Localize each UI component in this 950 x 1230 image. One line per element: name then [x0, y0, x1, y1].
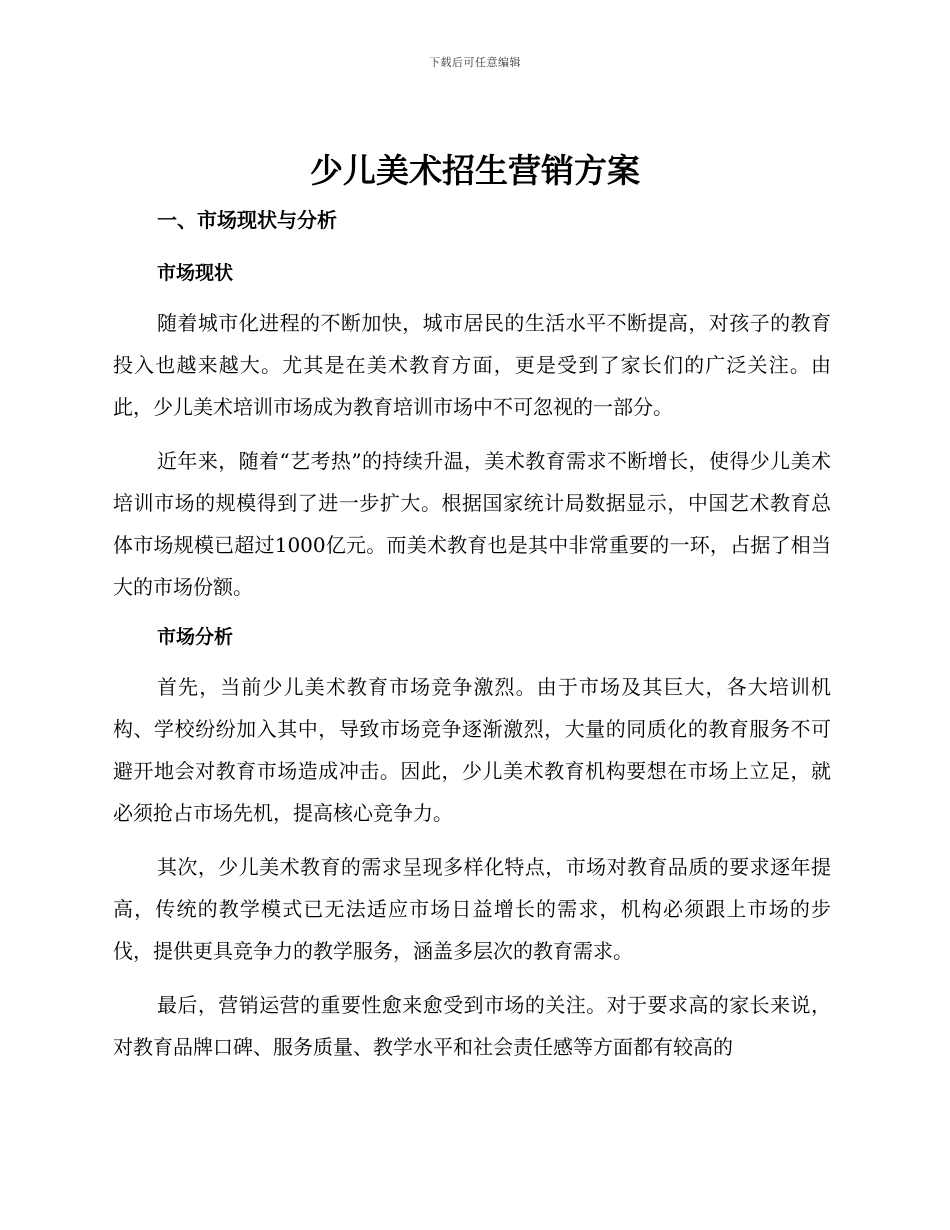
paragraph: 最后，营销运营的重要性愈来愈受到市场的关注。对于要求高的家长来说，对教育品牌口碑、服务质量、教学水平和社会责任感等方面都有较高的	[113, 993, 831, 1059]
paragraph: 近年来，随着“艺考热”的持续升温，美术教育需求不断增长，使得少儿美术培训市场的规模得到了进一步扩大。根据国家统计局数据显示，中国艺术教育总体市场规模已超过1000亿元。而美术教育也是其中非常重要的一环，占据了相当大的市场份额。	[113, 449, 831, 599]
paragraph: 随着城市化进程的不断加快，城市居民的生活水平不断提高，对孩子的教育投入也越来越大。尤其是在美术教育方面，更是受到了家长们的广泛关注。由此，少儿美术培训市场成为教育培训市场中不可忽视的一部分。	[113, 311, 831, 419]
document-body	[113, 256, 831, 1080]
document-title: 少儿美术招生营销方案	[310, 151, 640, 190]
header-note: 下载后可任意编辑	[429, 56, 521, 69]
paragraph: 首先，当前少儿美术教育市场竞争激烈。由于市场及其巨大，各大培训机构、学校纷纷加入其中，导致市场竞争逐渐激烈，大量的同质化的教育服务不可避开地会对教育市场造成冲击。因此，少儿美术教育机构要想在市场上立足，就必须抢占市场先机，提高核心竞争力。	[113, 675, 831, 825]
subsection-heading-market-analysis: 市场分析	[157, 626, 234, 648]
subsection-heading-market-status: 市场现状	[157, 262, 234, 284]
paragraph: 其次，少儿美术教育的需求呈现多样化特点，市场对教育品质的要求逐年提高，传统的教学模式已无法适应市场日益增长的需求，机构必须跟上市场的步伐，提供更具竞争力的教学服务，涵盖多层次的教育需求。	[113, 855, 831, 963]
section-heading: 一、市场现状与分析	[157, 208, 337, 232]
